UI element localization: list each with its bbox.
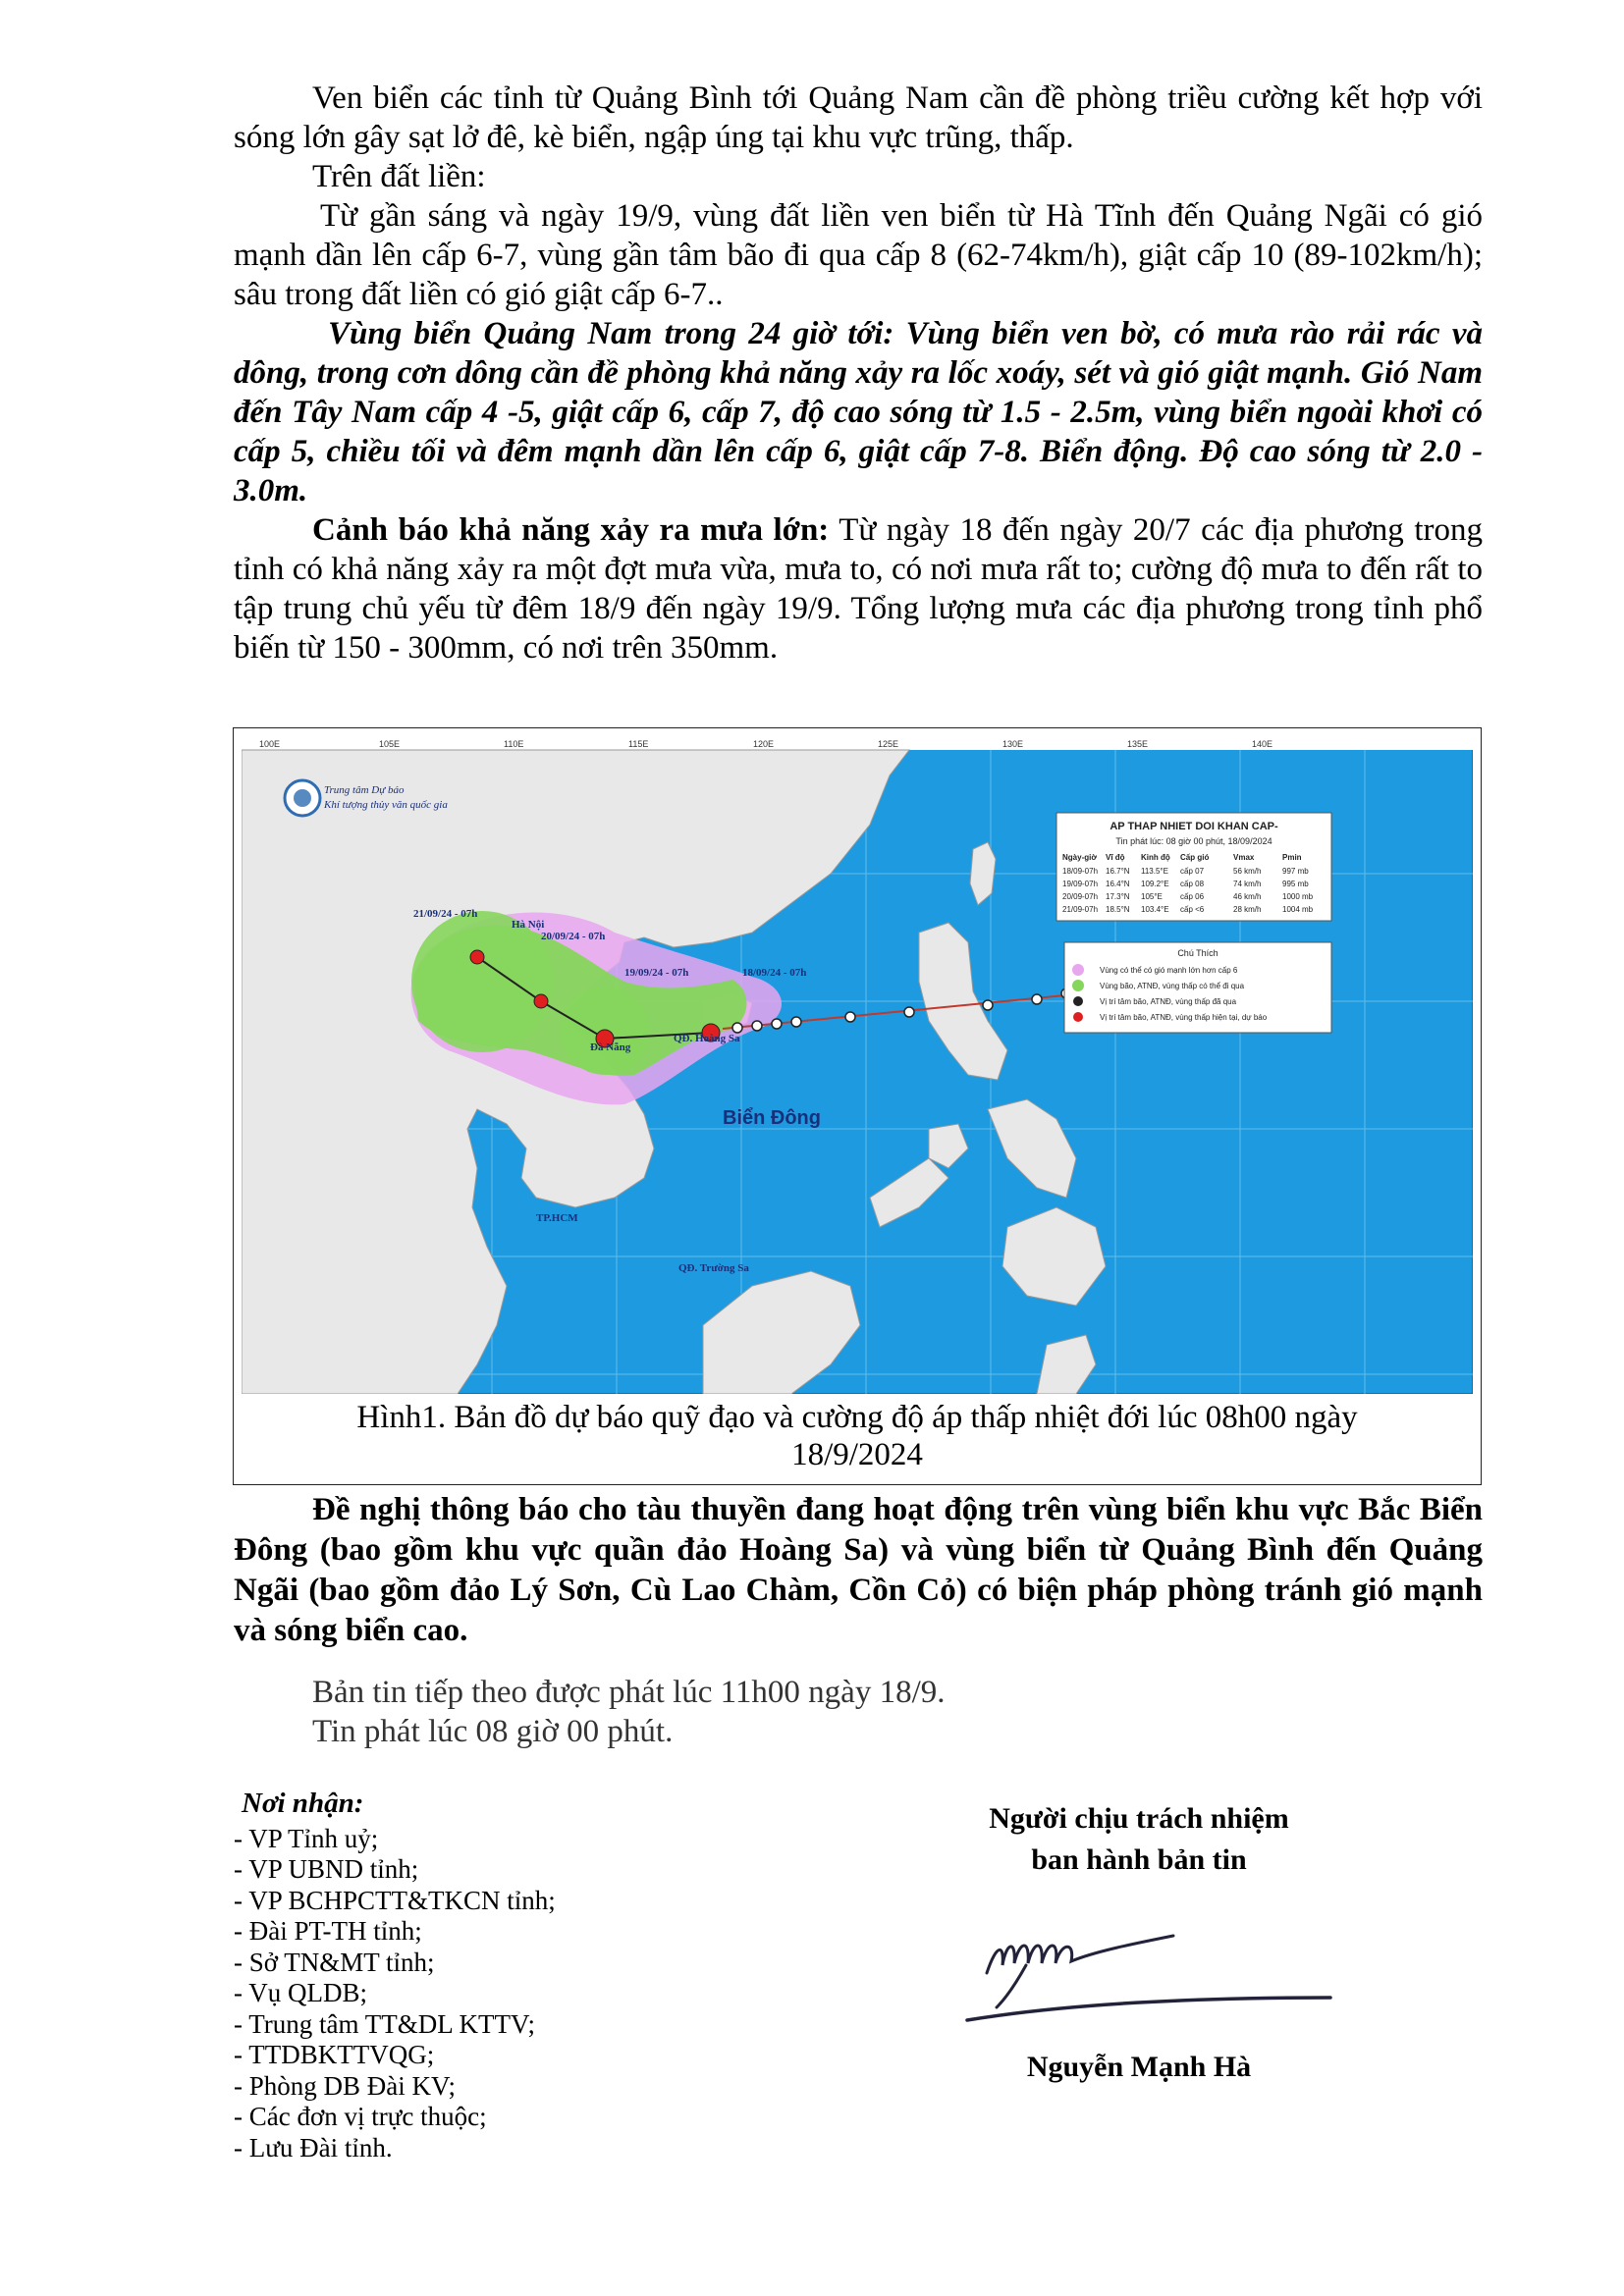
lon-label: 135E	[1127, 739, 1149, 749]
table-cell: 21/09-07h	[1062, 905, 1099, 914]
legend-item: Vị trí tâm bão, ATNĐ, vùng thấp đã qua	[1100, 997, 1237, 1006]
table-cell: 1004 mb	[1282, 905, 1314, 914]
recipient-item: - VP Tỉnh uỷ;	[234, 1823, 379, 1853]
signer-role-line2: ban hành bản tin	[1031, 1843, 1247, 1876]
recipient-item: - Sở TN&MT tỉnh;	[234, 1947, 435, 1977]
place-truongsa: QĐ. Trường Sa	[678, 1262, 749, 1274]
table-cell: 997 mb	[1282, 867, 1309, 876]
table-cell: 16.4°N	[1106, 880, 1130, 888]
table-cell: 74 km/h	[1233, 880, 1262, 888]
notice-text: Đề nghị thông báo cho tàu thuyền đang hoạt động trên vùng biển khu vực Bắc Biển Đông (bao gồm khu vực quần đảo Hoàng Sa) và vùng biển từ Quảng Bình đến Quảng Ngãi (bao gồm đảo Lý Sơn, Cù Lao Chàm, Cồn Cỏ) có biện pháp phòng tránh gió mạnh và sóng biển cao.	[234, 1492, 1483, 1648]
table-cell: 995 mb	[1282, 880, 1309, 888]
legend-title: Chú Thích	[1177, 948, 1218, 958]
issued-time: Tin phát lúc 08 giờ 00 phút.	[312, 1714, 674, 1749]
legend-item: Vùng có thể có gió mạnh lớn hơn cấp 6	[1100, 966, 1238, 975]
paragraph-mainland-heading: Trên đất liền:	[312, 159, 486, 194]
track-label: 21/09/24 - 07h	[413, 908, 478, 920]
lon-label: 125E	[878, 739, 899, 749]
table-cell: 109.2°E	[1141, 880, 1169, 888]
legend-wind-zone-icon	[1072, 964, 1084, 976]
place-biendong: Biển Đông	[723, 1107, 821, 1129]
table-header: Kinh độ	[1141, 853, 1170, 862]
handwritten-signature	[957, 1904, 1370, 2032]
logo-line1: Trung tâm Dự báo	[324, 784, 405, 796]
table-header: Pmin	[1282, 853, 1302, 862]
caption-line2: 18/9/2024	[791, 1437, 923, 1472]
paragraph-sea-forecast: Vùng biển Quảng Nam trong 24 giờ tới: Vùng biển ven bờ, có mưa rào rải rác và dông, trong cơn dông cần đề phòng khả năng xảy ra lốc xoáy, sét và gió giật mạnh. Gió Nam đến Tây Nam cấp 4 -5, giật cấp 6, cấp 7, độ cao sóng từ 1.5 - 2.5m, vùng biển ngoài khơi có cấp 5, chiều tối và đêm mạnh dần lên cấp 6, giật cấp 7-8. Biển động. Độ cao sóng từ 2.0 - 3.0m.	[234, 316, 1483, 508]
lon-label: 115E	[628, 739, 649, 749]
signer-role-line1: Người chịu trách nhiệm	[989, 1802, 1289, 1835]
recipient-item: - Đài PT-TH tỉnh;	[234, 1916, 422, 1946]
recipient-item: - Phòng DB Đài KV;	[234, 2070, 456, 2101]
table-cell: 103.4°E	[1141, 905, 1169, 914]
notice-paragraph	[234, 1490, 1483, 1651]
track-label: 18/09/24 - 07h	[742, 967, 807, 979]
signer-name: Nguyễn Mạnh Hà	[1026, 2051, 1252, 2083]
table-title: AP THAP NHIET DOI KHAN CAP-	[1110, 821, 1278, 832]
table-cell: 113.5°E	[1141, 867, 1168, 876]
legend-forecast-icon	[1073, 1012, 1083, 1022]
recipient-item: - VP BCHPCTT&TKCN tỉnh;	[234, 1885, 556, 1915]
table-cell: 16.7°N	[1106, 867, 1130, 876]
lon-label: 130E	[1002, 739, 1024, 749]
paragraph-coastal-warning: Ven biển các tỉnh từ Quảng Bình tới Quảng Nam cần đề phòng triều cường kết hợp với sóng lớn gây sạt lở đê, kè biển, ngập úng tại khu vực trũng, thấp.	[234, 80, 1483, 155]
legend-past-icon	[1073, 996, 1083, 1006]
legend-item: Vị trí tâm bão, ATNĐ, vùng thấp hiện tại, dự báo	[1100, 1013, 1268, 1022]
table-header: Vmax	[1233, 853, 1255, 862]
legend-cone-icon	[1072, 980, 1084, 991]
lon-label: 140E	[1252, 739, 1273, 749]
recipients	[234, 1789, 744, 2163]
recipient-item: - Vụ QLDB;	[234, 1978, 368, 2007]
logo-line2: Khí tượng thủy văn quốc gia	[324, 799, 448, 811]
table-header: Cấp gió	[1180, 853, 1210, 862]
table-cell: 20/09-07h	[1062, 892, 1099, 901]
place-hoangsa: QĐ. Hoàng Sa	[674, 1033, 740, 1044]
table-cell: cấp <6	[1180, 905, 1205, 914]
lon-label: 100E	[259, 739, 281, 749]
place-hcm: TP.HCM	[536, 1212, 578, 1224]
table-cell: 18/09-07h	[1062, 867, 1099, 876]
table-cell: 1000 mb	[1282, 892, 1314, 901]
forecast-map	[242, 736, 1473, 1394]
track-label: 20/09/24 - 07h	[541, 931, 606, 942]
table-cell: 18.5°N	[1106, 905, 1130, 914]
paragraph-mainland-wind: Từ gần sáng và ngày 19/9, vùng đất liền ven biển từ Hà Tĩnh đến Quảng Ngãi có gió mạnh dần lên cấp 6-7, vùng gần tâm bão đi qua cấp 8 (62-74km/h), giật cấp 10 (89-102km/h); sâu trong đất liền có gió giật cấp 6-7..	[234, 198, 1483, 312]
table-header: Ngày-giờ	[1062, 853, 1098, 862]
map-legend	[1064, 942, 1331, 1033]
table-cell: cấp 06	[1180, 892, 1205, 901]
track-label: 19/09/24 - 07h	[624, 967, 689, 979]
table-cell: cấp 07	[1180, 867, 1205, 876]
place-hanoi: Hà Nội	[512, 919, 545, 931]
body-text	[234, 79, 1483, 667]
heavy-rain-text: Từ ngày 18 đến ngày 20/7 các địa phương trong tỉnh có khả năng xảy ra một đợt mưa vừa, mưa to, có nơi mưa rất to; cường độ mưa to đến rất to tập trung chủ yếu từ đêm 18/9 đến ngày 19/9. Tổng lượng mưa các địa phương trong tỉnh phổ biến từ 150 - 300mm, có nơi trên 350mm.	[234, 512, 1483, 666]
table-cell: cấp 08	[1180, 880, 1205, 888]
lon-label: 105E	[379, 739, 401, 749]
paragraph-heavy-rain	[234, 510, 1483, 667]
table-subtitle: Tin phát lúc: 08 giờ 00 phút, 18/09/2024	[1115, 836, 1272, 846]
signer-role	[913, 1798, 1365, 1881]
place-danang: Đà Nẵng	[590, 1041, 631, 1053]
recipient-item: - VP UBND tỉnh;	[234, 1854, 419, 1884]
bulletin-footer	[234, 1673, 1483, 1751]
forecast-table	[1056, 813, 1331, 921]
recipients-title: Nơi nhận:	[242, 1788, 364, 1819]
legend-item: Vùng bão, ATNĐ, vùng thấp có thể đi qua	[1100, 982, 1245, 990]
heavy-rain-label: Cảnh báo khả năng xảy ra mưa lớn:	[312, 512, 830, 548]
lon-label: 110E	[504, 739, 524, 749]
table-cell: 17.3°N	[1106, 892, 1130, 901]
recipient-item: - Lưu Đài tỉnh.	[234, 2132, 393, 2163]
table-cell: 56 km/h	[1233, 867, 1262, 876]
table-cell: 105°E	[1141, 892, 1163, 901]
recipients-list	[234, 1824, 744, 2164]
table-header: Vĩ độ	[1106, 853, 1125, 862]
figure-box	[233, 727, 1482, 1485]
table-cell: 28 km/h	[1233, 905, 1262, 914]
recipient-item: - TTDBKTTVQG;	[234, 2040, 435, 2069]
lon-label: 120E	[753, 739, 775, 749]
figure-caption	[234, 1399, 1481, 1473]
recipient-item: - Các đơn vị trực thuộc;	[234, 2102, 487, 2131]
table-cell: 19/09-07h	[1062, 880, 1099, 888]
table-cell: 46 km/h	[1233, 892, 1262, 901]
recipient-item: - Trung tâm TT&DL KTTV;	[234, 2008, 535, 2039]
next-bulletin: Bản tin tiếp theo được phát lúc 11h00 ngày 18/9.	[312, 1675, 946, 1710]
caption-line1: Hình1. Bản đồ dự báo quỹ đạo và cường độ áp thấp nhiệt đới lúc 08h00 ngày	[356, 1400, 1358, 1435]
